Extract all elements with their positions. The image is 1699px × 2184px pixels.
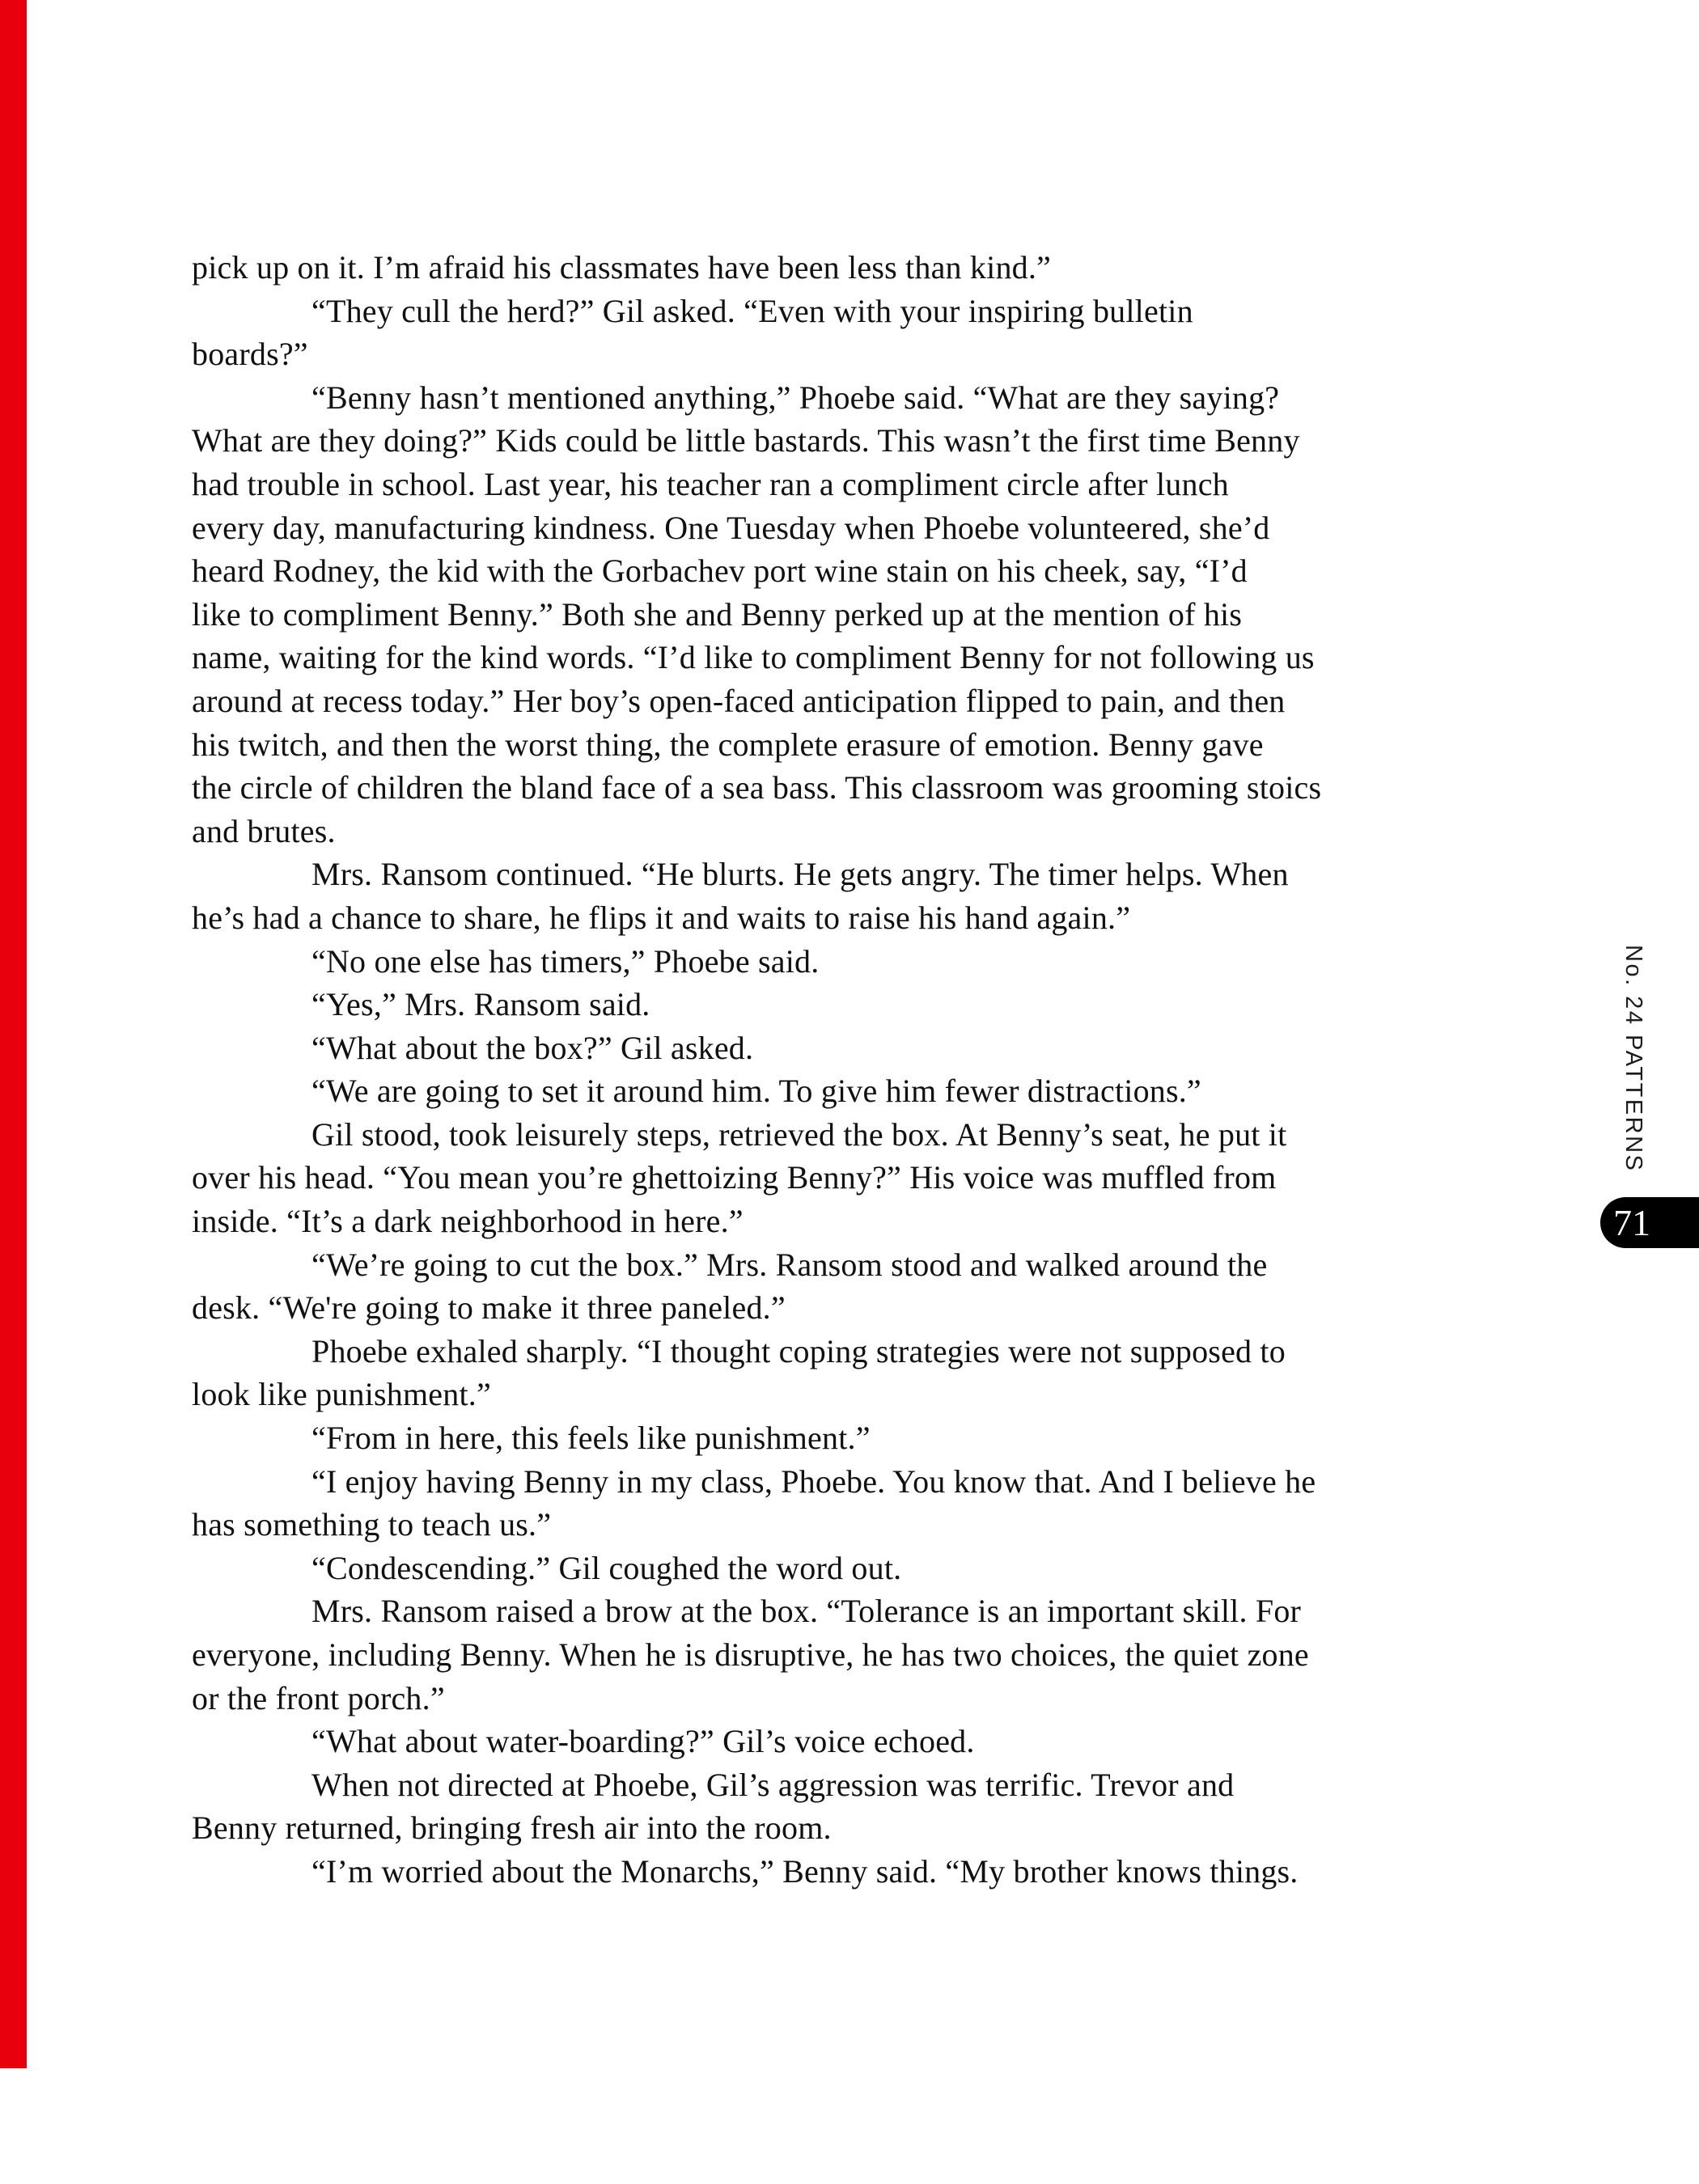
body-text [192,246,1519,1894]
left-accent-bar [0,0,27,2068]
text-line: “Condescending.” Gil coughed the word out. [311,1549,902,1586]
text-line: “Yes,” Mrs. Ransom said. [311,986,650,1023]
text-line: Gil stood, took leisurely steps, retrieved the box. At Benny’s seat, he put it [311,1115,1287,1153]
text-line: and brutes. [192,812,336,849]
text-line: boards?” [192,336,308,373]
text-line: When not directed at Phoebe, Gil’s aggression was terrific. Trevor and [311,1766,1235,1803]
text-line: over his head. “You mean you’re ghettoizing Benny?” His voice was muffled from [192,1159,1277,1196]
text-line: “What about water-boarding?” Gil’s voice echoed. [311,1723,975,1760]
page-number-badge [1600,1197,1699,1248]
text-line: around at recess today.” Her boy’s open-faced anticipation flipped to pain, and then [192,682,1286,719]
text-line: name, waiting for the kind words. “I’d like to compliment Benny for not following us [192,639,1315,676]
text-line: pick up on it. I’m afraid his classmates have been less than kind.” [192,249,1051,286]
text-line: “We are going to set it around him. To give him fewer distractions.” [311,1073,1201,1110]
text-line: Mrs. Ransom continued. “He blurts. He gets angry. The timer helps. When [311,856,1289,893]
text-line: “Benny hasn’t mentioned anything,” Phoebe said. “What are they saying? [311,379,1280,416]
page-number: 71 [1613,1201,1650,1243]
text-line: Benny returned, bringing fresh air into the room. [192,1809,832,1847]
text-line: “What about the box?” Gil asked. [311,1029,754,1066]
text-line: “From in here, this feels like punishment.” [311,1420,871,1457]
text-line: “They cull the herd?” Gil asked. “Even with your inspiring bulletin [311,292,1193,329]
text-line: “No one else has timers,” Phoebe said. [311,942,820,980]
text-line: or the front porch.” [192,1679,445,1716]
text-line: “I’m worried about the Monarchs,” Benny said. “My brother knows things. [311,1852,1299,1890]
text-line: like to compliment Benny.” Both she and Benny perked up at the mention of his [192,595,1243,633]
text-line: inside. “It’s a dark neighborhood in here.” [192,1203,744,1240]
text-line: every day, manufacturing kindness. One Tuesday when Phoebe volunteered, she’d [192,509,1270,546]
text-line: everyone, including Benny. When he is disruptive, he has two choices, the quiet zone [192,1636,1309,1673]
text-line: “I enjoy having Benny in my class, Phoebe. You know that. And I believe he [311,1462,1316,1500]
text-line: the circle of children the bland face of a sea bass. This classroom was grooming stoics [192,769,1322,806]
text-line: look like punishment.” [192,1376,491,1413]
text-line: has something to teach us.” [192,1506,552,1543]
text-line: heard Rodney, the kid with the Gorbachev port wine stain on his cheek, say, “I’d [192,552,1248,590]
text-line: he’s had a chance to share, he flips it and waits to raise his hand again.” [192,899,1131,936]
running-footer-vertical-label: No. 24 PATTERNS [1621,945,1646,1173]
text-line: Phoebe exhaled sharply. “I thought coping strategies were not supposed to [311,1332,1286,1369]
text-line: desk. “We're going to make it three paneled.” [192,1289,786,1327]
text-line: What are they doing?” Kids could be little bastards. This wasn’t the first time Benny [192,422,1300,459]
text-line: his twitch, and then the worst thing, the complete erasure of emotion. Benny gave [192,726,1264,763]
text-line: had trouble in school. Last year, his teacher ran a compliment circle after lunch [192,465,1229,502]
text-line: “We’re going to cut the box.” Mrs. Ransom stood and walked around the [311,1246,1268,1283]
text-line: Mrs. Ransom raised a brow at the box. “Tolerance is an important skill. For [311,1593,1302,1630]
